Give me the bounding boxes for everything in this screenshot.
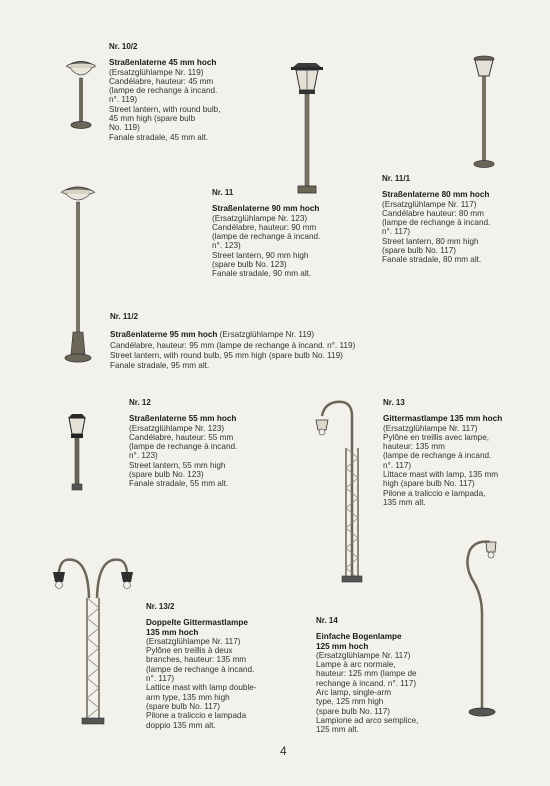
item-line: (Ersatzglühlampe Nr. 117): [383, 423, 478, 433]
item-line: Pylône en treillis à deux: [146, 646, 233, 656]
entry-nr-10-2: [109, 42, 259, 142]
item-line: branches, hauteur: 135 mm: [146, 655, 247, 665]
item-line: rechange à incand. n°. 117): [316, 678, 417, 688]
item-line: Pilone a traliccio e lampada,: [383, 488, 486, 498]
item-number: Nr. 10/2: [109, 42, 138, 51]
item-title: Straßenlaterne 45 mm hoch: [109, 58, 217, 68]
arc-lamp-icon: [462, 534, 508, 720]
item-line: Lattice mast with lamp double-: [146, 683, 257, 693]
item-line: (Ersatzglühlampe Nr. 123): [129, 423, 225, 433]
entry-nr-13: [383, 398, 533, 507]
item-line: Candélabre, hauteur: 90 mm: [212, 222, 317, 232]
item-line: high (spare bulb No. 117): [383, 479, 475, 489]
entry-nr-11-2: [110, 312, 430, 370]
item-number: Nr. 12: [129, 398, 151, 407]
item-line: (lampe de rechange à incand.: [212, 232, 321, 242]
item-line: Candélabre, hauteur: 55 mm: [129, 432, 234, 442]
item-line: (lampe de rechange à incand.: [383, 451, 492, 461]
item-number: Nr. 13/2: [146, 602, 175, 611]
item-line: (Ersatzglühlampe Nr. 117): [316, 650, 411, 660]
item-line: (lampe de rechange à incand.: [109, 86, 218, 96]
item-line: hauteur: 125 mm (lampe de: [316, 669, 417, 679]
item-line: Fanale stradale, 45 mm alt.: [109, 132, 209, 142]
item-line: (Ersatzglühlampe Nr. 117): [146, 636, 241, 646]
item-number: Nr. 11/2: [110, 312, 139, 321]
item-line: (spare bulb No. 117): [382, 246, 457, 256]
item-line: Fanale stradale, 95 mm alt.: [110, 361, 210, 371]
item-number: Nr. 14: [316, 616, 338, 625]
item-title-suffix: (Ersatzglühlampe Nr. 119): [217, 330, 315, 340]
item-line: Street lantern, 80 mm high: [382, 236, 479, 246]
item-line: Fanale stradale, 80 mm alt.: [382, 255, 482, 265]
item-line: Littace mast with lamp, 135 mm: [383, 470, 499, 480]
item-line: Street lantern, with round bulb, 95 mm high (spare bulb No. 119): [110, 350, 343, 360]
item-line: Fanale stradale, 55 mm alt.: [129, 479, 229, 489]
item-line: (lampe de rechange à incand.: [129, 442, 238, 452]
item-line: Street lantern, 90 mm high: [212, 250, 309, 260]
item-line: n°. 123): [129, 451, 158, 461]
item-line: Candélabre hauteur: 80 mm: [382, 208, 484, 218]
item-title: Straßenlaterne 90 mm hoch: [212, 204, 320, 214]
item-number: Nr. 13: [383, 398, 405, 407]
item-line: doppio 135 mm alt.: [146, 720, 216, 730]
item-line: Pylône en treillis avec lampe,: [383, 432, 490, 442]
item-line: Candélabre, hauteur: 95 mm (lampe de rechange à incand. n°. 119): [110, 340, 356, 350]
item-title: Einfache Bogenlampe: [316, 632, 402, 642]
item-line: (lampe de rechange à incand.: [382, 218, 491, 228]
item-line: Fanale stradale, 90 mm alt.: [212, 269, 312, 279]
page-number: 4: [280, 744, 287, 758]
item-line: Arc lamp, single-arm: [316, 688, 392, 698]
item-line: n°. 117): [383, 460, 412, 470]
item-line: Street lantern, 55 mm high: [129, 460, 226, 470]
lantern-street-lamp-55-icon: [64, 412, 90, 494]
item-title: Gittermastlampe 135 mm hoch: [383, 414, 503, 424]
item-line: (spare bulb No. 117): [146, 701, 221, 711]
item-line: (spare bulb No. 117): [316, 706, 391, 716]
double-lattice-mast-lamp-icon: [50, 548, 140, 728]
item-line: n°. 123): [212, 241, 241, 251]
item-line: 135 mm alt.: [383, 497, 426, 507]
item-line: 45 mm high (spare bulb: [109, 114, 196, 124]
item-title: Straßenlaterne 95 mm hoch: [110, 330, 218, 340]
item-line: n°. 119): [109, 95, 138, 105]
item-line: Street lantern, with round bulb,: [109, 104, 221, 114]
item-line: n°. 117): [382, 227, 411, 237]
item-line: Candélabre, hauteur: 45 mm: [109, 76, 214, 86]
entry-nr-12: [129, 398, 279, 489]
item-line: 125 mm alt.: [316, 725, 359, 735]
entry-nr-14: [316, 616, 466, 735]
item-line: (lampe de rechange à incand.: [146, 664, 255, 674]
item-line: Lampione ad arco semplice,: [316, 715, 419, 725]
item-line: (spare bulb No. 123): [129, 470, 204, 480]
item-title: Doppelte Gittermastlampe: [146, 618, 248, 628]
item-title: Straßenlaterne 80 mm hoch: [382, 190, 490, 200]
item-line: Lampe à arc normale,: [316, 660, 396, 670]
lantern-street-lamp-90-icon: [288, 60, 326, 196]
item-line: hauteur: 135 mm: [383, 442, 445, 452]
item-title: 125 mm hoch: [316, 641, 369, 651]
entry-nr-13-2: [146, 602, 296, 730]
item-line: No. 119): [109, 123, 140, 133]
item-number: Nr. 11/1: [382, 174, 411, 183]
item-line: (Ersatzglühlampe Nr. 123): [212, 213, 308, 223]
item-title: 135 mm hoch: [146, 627, 199, 637]
item-number: Nr. 11: [212, 188, 234, 197]
item-title: Straßenlaterne 55 mm hoch: [129, 414, 237, 424]
lattice-mast-lamp-icon: [312, 398, 374, 586]
item-line: type, 125 mm high: [316, 697, 384, 707]
item-line: (Ersatzglühlampe Nr. 119): [109, 67, 204, 77]
tall-round-street-lamp-95-icon: [58, 182, 98, 366]
item-line: arm type, 135 mm high: [146, 692, 230, 702]
item-line: Pilone a traliccio e lampada: [146, 711, 247, 721]
entry-nr-11: [212, 188, 362, 279]
slim-street-lamp-80-icon: [470, 54, 498, 170]
item-line: (Ersatzglühlampe Nr. 117): [382, 199, 477, 209]
entry-nr-11-1: [382, 174, 532, 265]
round-street-lamp-45-icon: [64, 56, 98, 130]
item-line: (spare bulb No. 123): [212, 260, 287, 270]
item-line: n°. 117): [146, 674, 175, 684]
